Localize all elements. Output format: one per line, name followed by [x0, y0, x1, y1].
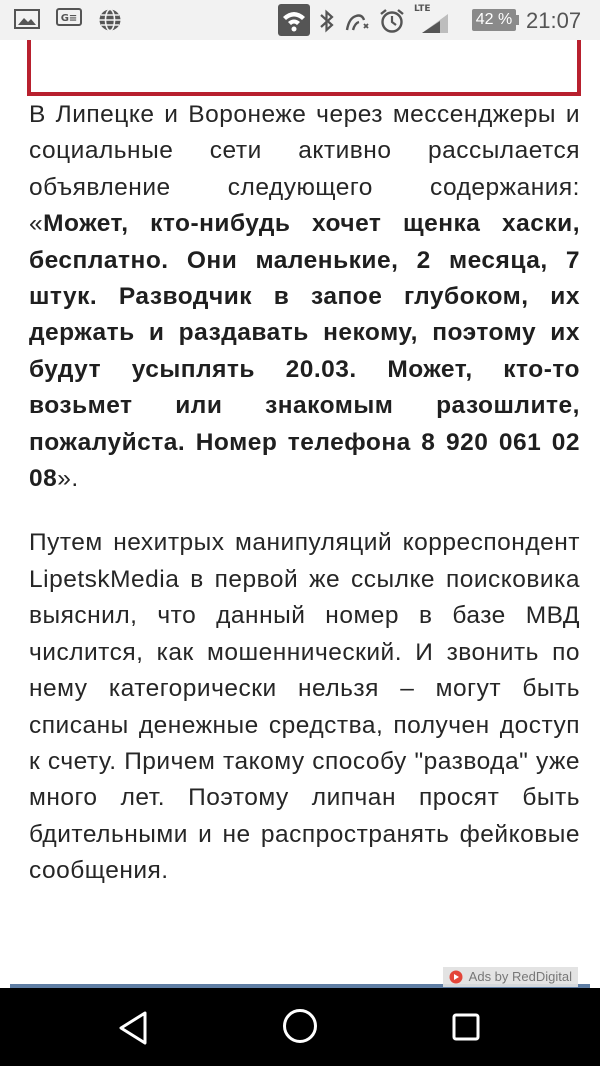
paragraph-1-end: ».: [57, 465, 79, 493]
navigation-bar: [0, 988, 600, 1066]
vibrate-icon: [344, 8, 372, 34]
gse-icon: G≡: [56, 8, 82, 26]
battery-tip: [516, 15, 519, 25]
battery-icon: 42 %: [472, 9, 516, 31]
ad-label[interactable]: [443, 967, 578, 987]
image-icon: [14, 8, 40, 30]
home-icon[interactable]: [282, 1008, 318, 1049]
bluetooth-icon: [318, 9, 336, 33]
signal-icon: [420, 12, 450, 34]
wifi-icon: [278, 4, 310, 36]
play-icon: [449, 970, 463, 990]
globe-icon: [98, 8, 122, 32]
back-icon[interactable]: [117, 1010, 149, 1051]
status-bar: [0, 0, 600, 40]
alarm-icon: [378, 7, 406, 35]
article-paragraph-1: [29, 97, 580, 497]
clock: 21:07: [526, 8, 582, 33]
network-type-label: LTE: [414, 4, 431, 14]
ad-label-text: Ads by RedDigital: [468, 969, 572, 984]
quoted-announcement: Может, кто-нибудь хочет щенка хаски, бесплатно. Они маленькие, 2 месяца, 7 штук. Разводчик в запое глубоком, их держать и раздавать некому, поэтому их будут усыплять 20.03. Может, кто-то возьмет или знакомым разошлите, пожалуйста. Номер телефона 8 920 061 02 08: [29, 210, 580, 493]
recents-icon[interactable]: [451, 1012, 481, 1047]
paragraph-1-intro: В Липецке и Воронеже через мессенджеры и социальные сети активно рассылается объявление следующего содержания: «: [29, 101, 580, 238]
article-top-frame: [27, 40, 581, 96]
article-body: [29, 97, 580, 890]
article-paragraph-2: Путем нехитрых манипуляций корреспондент LipetskMedia в первой же ссылке поисковика выяснил, что данный номер в базе МВД числится, как мошеннический. И звонить по нему категорически нельзя – могут быть списаны денежные средства, получен доступ к счету. Причем такому способу "развода" уже много лет. Поэтому липчан просят быть бдительными и не распространять фейковые сообщения.: [29, 529, 580, 885]
